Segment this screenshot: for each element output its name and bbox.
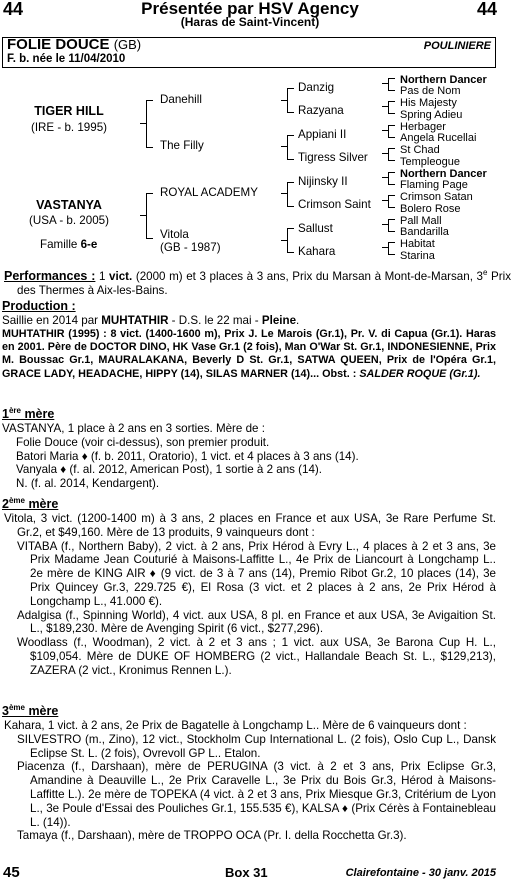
bracket-g2-2-tick <box>281 146 287 147</box>
consignor-title: Présentée par HSV Agency <box>141 0 359 18</box>
pedigree-g4-5: Herbager <box>400 121 446 133</box>
bracket-g3-6 <box>388 195 395 208</box>
horse-name-text: FOLIE DOUCE <box>7 36 110 53</box>
pedigree-g4-13: Pall Mall <box>400 215 442 227</box>
horse-name <box>7 38 141 52</box>
sire-obst: SALDER ROQUE (Gr.1). <box>359 367 481 380</box>
bracket-g2-3 <box>287 182 294 207</box>
first-dam-label <box>2 404 496 422</box>
pedigree-g2-3: ROYAL ACADEMY <box>160 186 258 199</box>
first-dam-label-b: mère <box>20 407 55 422</box>
bracket-g3-2-tick <box>382 106 388 107</box>
page-header <box>0 0 500 34</box>
pedigree-g3-2: Razyana <box>298 104 344 117</box>
first-dam-line-4: Vanyala ♦ (f. al. 2012, American Post), 1 sortie à 2 ans (14). <box>16 463 322 477</box>
pedigree-g2-2: The Filly <box>160 139 204 152</box>
sire-description <box>2 328 496 382</box>
bracket-g3-1 <box>388 78 395 91</box>
performances-sup: e <box>482 268 488 277</box>
bracket-g2-4-tick <box>281 240 287 241</box>
first-dam-line-2: Folie Douce (voir ci-dessus), son premier produit. <box>16 435 270 449</box>
pedigree-g4-6: Angela Rucellai <box>400 132 477 144</box>
lot-number-right: 44 <box>476 0 497 19</box>
pedigree-g2-4-info: (GB - 1987) <box>160 241 221 254</box>
third-dam-label <box>2 701 496 719</box>
bracket-g3-8-tick <box>382 247 388 248</box>
footer-box: Box 31 <box>225 865 268 880</box>
page-footer <box>0 866 500 881</box>
bracket-g3-7-tick <box>382 224 388 225</box>
pedigree-sire-info: (IRE - b. 1995) <box>30 121 108 134</box>
bracket-g2-1 <box>287 88 294 113</box>
sire-description-text: MUHTATHIR (1995) : 8 vict. (1400-1600 m), Prix J. Le Marois (Gr.1), Pr. V. di Capua (Gr.1). Haras en 2001. Père de DOCTOR DINO, HK Vase Gr.1 (2 fois), Man O'War St. Gr.1, INDONESIENNE, Prix M. Boussac Gr.1, MAURALAKANA, Beverly D St. Gr.1, SATWA QUEEN, Prix de l'Opéra Gr.1, GRACE LADY, HEADACHE, HIPPY (14), SILAS MARNER (14)... Obst. : <box>2 327 496 380</box>
pedigree-dam: VASTANYA <box>36 198 102 212</box>
second-dam-section <box>2 494 496 678</box>
second-dam-item-1: VITABA (f., Northern Baby), 2 vict. à 2 ans, Prix Hérod à Evry L., 4 places à 2 et 3 ans, 3e Prix Madame Jean Couturié à Maisons-Laffitte L., 4e Prix de Liancourt à Longchamp L.. 2e mère de KING AIR ♦ (9 vict. de 3 à 7 ans (14), Premio Ribot Gr.2, 10 places (14), 3e Prix Quincey Gr.3, 229.725 €), El Rosa (3 vict. et 2 places à 2 ans, 2e Prix Hérod à Longchamp L., 41.000 €). <box>17 539 496 608</box>
pedigree-g4-1: Northern Dancer <box>400 74 487 86</box>
pedigree-g3-8: Kahara <box>298 245 336 258</box>
pedigree-g4-9: Northern Dancer <box>400 168 487 180</box>
pedigree-dam-info: (USA - b. 2005) <box>29 214 109 227</box>
second-dam-label-a: 2 <box>2 497 9 512</box>
bracket-g3-7 <box>388 219 395 232</box>
bracket-g3-5-tick <box>382 177 388 178</box>
production-label: Production : <box>2 299 76 313</box>
saillie-text: Saillie en 2014 par <box>2 313 102 327</box>
third-dam-item-2: Piacenza (f., Darshaan), mère de PERUGINA (3 vict. à 2 et 3 ans, Prix Eclipse Gr.3, Amandine à Deauville L., 2e Prix Caravelle L., 3e Prix du Bois Gr.3, Hérod à Maisons-Laffitte L.). 2e mère de TOPEKA (4 vict. à 2 et 3 ans, Prix Miesque Gr.3, Critérium de Lyon L., 3e Poule d'Essai des Pouliches Gr.1, 155.535 €), KALSA ♦ (Prix Cérès à Fontainebleau L. (14)). <box>17 760 496 829</box>
saillie-sire: MUHTATHIR <box>101 313 169 327</box>
pedigree-g2-1: Danehill <box>160 93 202 106</box>
third-dam-label-sup: ème <box>8 703 25 712</box>
third-dam-section <box>2 701 496 843</box>
third-dam-label-b: mère <box>24 704 59 719</box>
third-dam-item-1: SILVESTRO (m., Zino), 12 vict., Stockholm Cup International L. (2 fois), Oslo Cup L., Dansk Eclipse St. L. (2 fois), Ovrevoll GP L.. Etalon. <box>17 732 496 760</box>
bracket-sire <box>146 100 153 148</box>
bracket-g3-4-tick <box>382 153 388 154</box>
saillie-text-d: . <box>296 313 300 327</box>
pedigree-g4-10: Flaming Page <box>400 179 468 191</box>
second-dam-intro: Vitola, 3 vict. (1200-1400 m) à 3 ans, 2 places en France et aux USA, 3e Rare Perfume St. Gr.2, et $49,160. Mère de 13 produits, 9 vainqueurs dont : <box>4 511 496 539</box>
bracket-g2-4 <box>287 228 294 253</box>
pedigree-g4-4: Spring Adieu <box>400 109 463 121</box>
performances-text-b: (2000 m) et 3 places à 3 ans, Prix du Marsan à Mont-de-Marsan, 3 <box>132 269 483 283</box>
lot-number-left: 44 <box>3 0 24 19</box>
second-dam-label-sup: ème <box>8 496 25 505</box>
pedigree-g4-14: Bandarilla <box>400 226 449 238</box>
pedigree-g4-11: Crimson Satan <box>400 191 473 203</box>
bracket-g3-3 <box>388 125 395 138</box>
production-section <box>2 300 496 381</box>
bracket-g3-8 <box>388 242 395 255</box>
pedigree-g4-16: Starina <box>400 250 435 262</box>
saillie-status: Pleine <box>261 313 297 327</box>
pedigree-g3-6: Crimson Saint <box>298 198 371 211</box>
bracket-g3-3-tick <box>382 130 388 131</box>
pedigree-family <box>40 238 97 252</box>
bracket-g3-2 <box>388 101 395 114</box>
bracket-g2-3-tick <box>281 193 287 194</box>
pedigree-g3-3: Appiani II <box>298 128 347 141</box>
performances-vict: vict. <box>109 269 133 283</box>
bracket-g3-4 <box>388 148 395 161</box>
horse-description: F. b. née le 11/04/2010 <box>7 53 126 65</box>
pedigree-g4-7: St Chad <box>400 144 440 156</box>
first-dam-section <box>2 404 496 491</box>
bracket-g2-1-tick <box>281 100 287 101</box>
pedigree-g3-7: Sallust <box>298 222 333 235</box>
footer-sale: Clairefontaine - 30 janv. 2015 <box>345 867 496 879</box>
performances-label: Performances : <box>4 268 96 283</box>
performances-text-c: Prix des Thermes à Aix-les-Bains. <box>17 269 511 297</box>
third-dam-label-a: 3 <box>2 704 9 719</box>
bracket-g3-5 <box>388 172 395 185</box>
performances-text-a: 1 <box>95 269 110 283</box>
pedigree-g2-4: Vitola <box>160 228 189 241</box>
second-dam-label <box>2 494 496 512</box>
production-saillie <box>2 314 496 328</box>
pedigree-g4-3: His Majesty <box>400 97 457 109</box>
first-dam-line-5: N. (f. al. 2014, Kendargent). <box>16 477 160 491</box>
footer-page-number: 45 <box>3 864 20 881</box>
third-dam-item-3: Tamaya (f., Darshaan), mère de TROPPO OCA (Pr. I. della Rocchetta Gr.3). <box>17 829 407 843</box>
pedigree-g4-12: Bolero Rose <box>400 203 461 215</box>
pedigree-g4-15: Habitat <box>400 238 435 250</box>
saillie-text-b: - D.S. le 22 mai - <box>168 313 262 327</box>
pedigree-sire: TIGER HILL <box>34 104 104 118</box>
pedigree-g3-1: Danzig <box>298 81 335 94</box>
family-number: 6-e <box>80 238 98 251</box>
first-dam-line-3: Batori Maria ♦ (f. b. 2011, Oratorio), 1 vict. et 4 places à 3 ans (14). <box>16 449 359 463</box>
consignor-subtitle: (Haras de Saint-Vincent) <box>180 15 320 29</box>
bracket-g2-2 <box>287 135 294 160</box>
second-dam-item-2: Adalgisa (f., Spinning World), 4 vict. aux USA, 8 pl. en France et aux USA, 3e Avigaition St. L., $189,230. Mère de Avenging Spirit (6 vict., $277,296). <box>17 608 496 636</box>
bracket-dam <box>146 193 153 239</box>
pedigree-g3-5: Nijinsky II <box>298 175 348 188</box>
pedigree-g3-4: Tigress Silver <box>298 151 368 164</box>
performances-section <box>2 266 511 297</box>
horse-origin: (GB) <box>113 37 142 52</box>
first-dam-line-1: VASTANYA, 1 place à 2 ans en 3 sorties. Mère de : <box>2 421 265 435</box>
bracket-g3-6-tick <box>382 200 388 201</box>
pedigree-g4-8: Templeogue <box>400 156 460 168</box>
third-dam-intro: Kahara, 1 vict. à 2 ans, 2e Prix de Bagatelle à Longchamp L.. Mère de 6 vainqueurs dont : <box>4 718 467 732</box>
first-dam-label-sup: ère <box>8 406 21 415</box>
bracket-dam-tick <box>140 215 146 216</box>
pedigree-g4-2: Pas de Nom <box>400 85 461 97</box>
bracket-sire-tick <box>140 123 146 124</box>
bracket-g3-1-tick <box>382 83 388 84</box>
second-dam-item-3: Woodlass (f., Woodman), 2 vict. à 2 et 3 ans ; 1 vict. aux USA, 3e Barona Cup H. L., $109,054. Mère de DUKE OF HOMBERG (2 vict., Hallandale Beach St. L., $129,213), ZAZERA (2 vict., Kronimus Rennen L.). <box>17 636 496 677</box>
horse-type: POULINIERE <box>423 40 491 52</box>
first-dam-label-a: 1 <box>2 407 9 422</box>
second-dam-label-b: mère <box>24 497 59 512</box>
horse-identity-box <box>2 37 496 68</box>
family-label: Famille <box>40 238 78 251</box>
